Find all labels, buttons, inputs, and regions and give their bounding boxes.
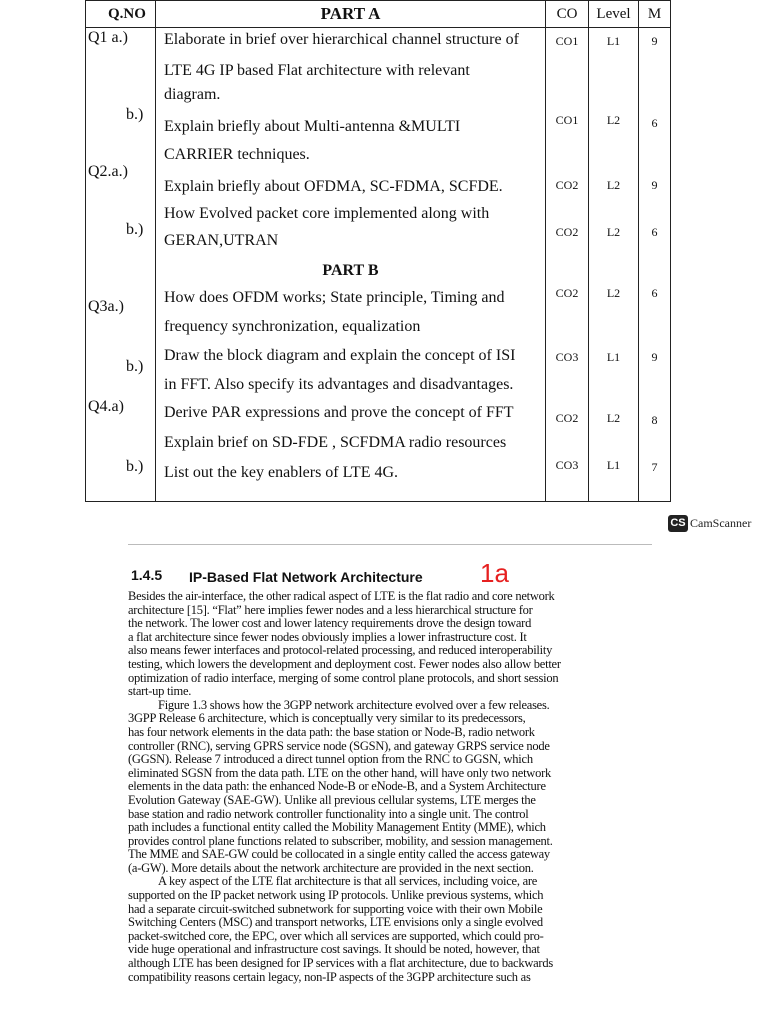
q4a-line-1: Derive PAR expressions and prove the concept of FFT [164,404,514,421]
text-line: testing, which lowers the development and deployment cost. Fewer nodes also allow better [128,656,561,671]
table-body [86,28,671,502]
qno-q1b: b.) [126,106,144,123]
text-line: base station and radio network controller functionality into a single unit. The control [128,806,529,821]
level-q3b: L1 [606,350,621,364]
text-line: architecture [15]. “Flat” here implies fewer nodes and a less hierarchical structure for [128,602,533,617]
qno-q2b: b.) [126,221,144,238]
level-q2a: L2 [606,178,621,192]
q3b-line-1: Draw the block diagram and explain the concept of ISI [164,347,516,364]
text-line: packet-switched core, the EPC, over which all services are supported, which could pro- [128,928,544,943]
table-header-row [86,1,671,28]
level-q4a: L2 [606,411,621,425]
marks-column [639,28,671,502]
q4b-line-1: Explain brief on SD-FDE , SCFDMA radio resources [164,434,507,451]
camscanner-watermark [668,513,751,533]
text-line: although LTE has been designed for IP services with a flat architecture, due to backwards [128,956,553,971]
q2b-line-1: How Evolved packet core implemented along with [164,205,490,222]
co-q3b: CO3 [555,350,579,364]
co-q3a: CO2 [555,286,579,300]
qno-q4a: Q4.a) [88,398,124,415]
q3a-line-2: frequency synchronization, equalization [164,318,421,335]
header-part-a: PART A [156,1,546,28]
text-line: controller (RNC), serving GPRS service node (SGSN), and gateway GRPS service node [128,738,550,753]
text-line: compatibility reasons certain legacy, non-IP aspects of the 3GPP architecture such as [128,969,531,984]
qno-q3b: b.) [126,358,144,375]
text-line: elements in the data path: the enhanced Node-B or eNode-B, and a System Architecture [128,779,546,794]
marks-q2b: 6 [651,225,658,239]
part-b-heading: PART B [322,262,379,279]
q3b-line-2: in FFT. Also specify its advantages and disadvantages. [164,376,514,393]
level-q1a: L1 [606,34,621,48]
co-q2b: CO2 [555,225,579,239]
text-line: optimization of radio interface, merging of some control plane protocols, and short session [128,670,559,685]
level-q3a: L2 [606,286,621,300]
section-body [128,590,652,984]
text-line: path includes a functional entity called the Mobility Management Entity (MME), which [128,820,546,835]
q1a-line-1: Elaborate in brief over hierarchical channel structure of [164,31,519,48]
co-q1a: CO1 [555,34,579,48]
question-table [85,0,671,502]
marks-q1b: 6 [651,116,658,130]
header-level: Level [589,1,639,28]
section-heading [128,558,652,590]
qno-column [86,28,156,502]
co-column [546,28,589,502]
q1a-line-3: diagram. [164,86,221,103]
qno-q2a: Q2.a.) [88,163,128,180]
q3a-line-1: How does OFDM works; State principle, Timing and [164,289,505,306]
header-co: CO [546,1,589,28]
book-excerpt [128,558,652,984]
text-line: has four network elements in the data path: the base station or Node-B, radio network [128,724,535,739]
text-line: Figure 1.3 shows how the 3GPP network architecture evolved over a few releases. [158,697,550,712]
text-line: (GGSN). Release 7 introduced a direct tunnel option from the RNC to GGSN, which [128,752,533,767]
text-line: A key aspect of the LTE flat architecture is that all services, including voice, are [158,874,538,889]
q1a-line-2: LTE 4G IP based Flat architecture with relevant [164,62,470,79]
text-line: the network. The lower cost and lower latency requirements drove the design toward [128,616,532,631]
text-line: start-up time. [128,684,192,699]
text-line: had a separate circuit-switched subnetwork for supporting voice with their own Mobile [128,901,543,916]
text-line: vide huge operational and infrastructure cost savings. It should be noted, however, that [128,942,540,957]
co-q4a: CO2 [555,411,579,425]
marks-q3a: 6 [651,286,658,300]
level-q1b: L2 [606,113,621,127]
q2a-line-1: Explain briefly about OFDMA, SC-FDMA, SCFDE. [164,178,503,195]
text-line: Besides the air-interface, the other radical aspect of LTE is the flat radio and core network [128,589,555,603]
page-divider [128,544,652,545]
camscanner-label: CamScanner [690,515,752,530]
text-line: 3GPP Release 6 architecture, which is conceptually very similar to its predecessors, [128,711,526,726]
text-line: The MME and SAE-GW could be collocated in a single entity called the access gateway [128,847,550,862]
q1b-line-2: CARRIER techniques. [164,146,310,163]
section-title: IP-Based Flat Network Architecture [189,569,423,585]
marks-q4b: 7 [651,460,658,474]
qno-q3a: Q3a.) [88,298,124,315]
question-text-column [156,28,546,502]
text-line: also means fewer interfaces and protocol-related processing, and reduced interoperability [128,643,553,658]
text-line: a flat architecture since fewer nodes obviously implies a lower infrastructure cost. It [128,629,527,644]
marks-q2a: 9 [651,178,658,192]
text-line: Evolution Gateway (SAE-GW). Unlike all previous cellular systems, LTE merges the [128,792,536,807]
q2b-line-2: GERAN,UTRAN [164,232,279,249]
qno-q1a: Q1 a.) [88,29,128,46]
level-q4b: L1 [606,458,621,472]
text-line: eliminated SGSN from the data path. LTE on the other hand, will have only two network [128,765,551,780]
text-line: provides control plane functions related to subscriber, mobility, and session management. [128,833,553,848]
q4b-line-2: List out the key enablers of LTE 4G. [164,464,399,481]
header-marks: M [639,1,671,28]
camscanner-logo-icon: CS [668,515,688,532]
co-q2a: CO2 [555,178,579,192]
handwritten-annotation: 1a [480,558,509,588]
co-q4b: CO3 [555,458,579,472]
section-number: 1.4.5 [131,567,163,583]
marks-q1a: 9 [651,34,658,48]
marks-q3b: 9 [651,350,658,364]
marks-q4a: 8 [651,413,658,427]
text-line: Switching Centers (MSC) and transport networks, LTE envisions only a single evolved [128,915,543,930]
qno-q4b: b.) [126,458,144,475]
q1b-line-1: Explain briefly about Multi-antenna &MULTI [164,118,461,135]
co-q1b: CO1 [555,113,579,127]
level-q2b: L2 [606,225,621,239]
level-column [589,28,639,502]
header-qno: Q.NO [86,1,156,28]
text-line: (a-GW). More details about the network architecture are provided in the next section. [128,860,534,875]
text-line: supported on the IP packet network using IP protocols. Unlike previous systems, which [128,888,544,903]
